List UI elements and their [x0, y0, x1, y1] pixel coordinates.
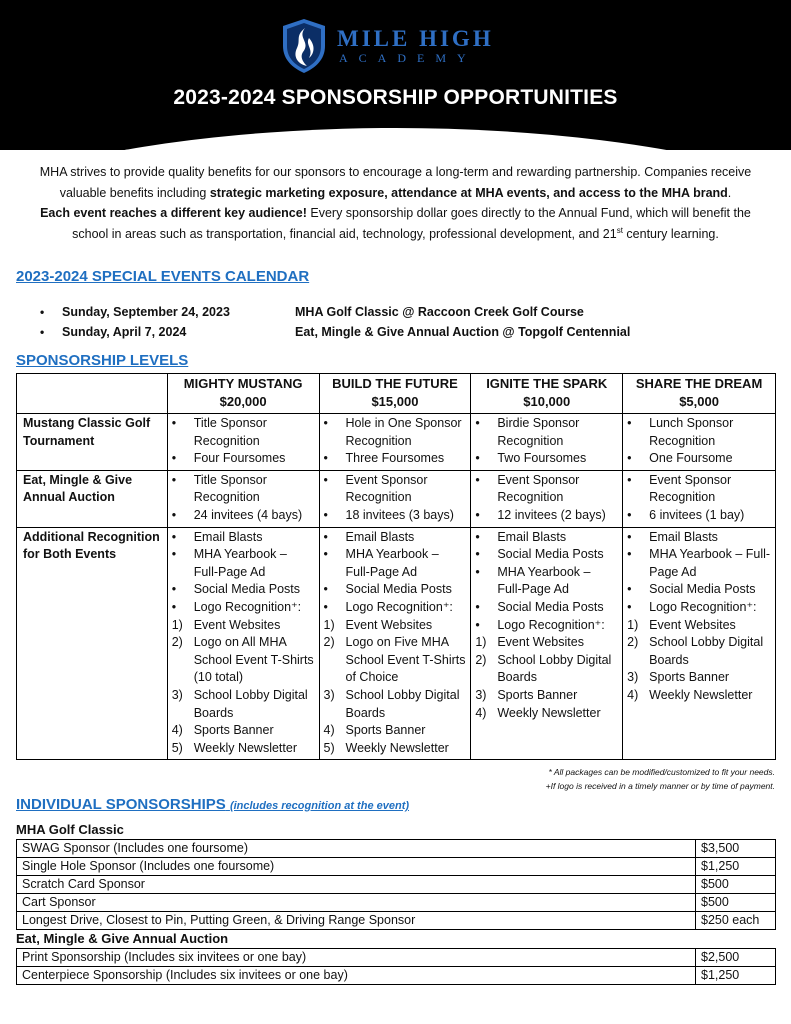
list-item: [324, 450, 467, 468]
sponsorship-price: $2,500: [696, 949, 776, 967]
benefit-cell: [623, 527, 776, 760]
benefit-text: Hole in One Sponsor Recognition: [345, 416, 462, 448]
individual-title: [16, 796, 409, 813]
level-name: SHARE THE DREAM: [635, 376, 763, 391]
benefit-text: School Lobby Digital Boards: [345, 687, 460, 720]
benefit-text: Event Websites: [345, 617, 433, 632]
list-item: [324, 687, 467, 722]
benefit-text: MHA Yearbook – Full-Page Ad: [649, 547, 771, 579]
list-item: [324, 415, 467, 450]
benefit-list: [324, 529, 467, 758]
list-item: [172, 415, 315, 450]
benefit-cell: [167, 527, 319, 760]
school-logo: [281, 18, 494, 74]
bullet-icon: •: [171, 529, 177, 544]
benefit-cell: [471, 414, 623, 471]
bullet-icon: •: [171, 451, 177, 466]
list-number: 3): [475, 687, 487, 702]
bullet-icon: •: [627, 582, 632, 597]
list-number: 1): [323, 617, 335, 632]
intro-sup: st: [616, 225, 623, 235]
event-date: Sunday, September 24, 2023: [62, 305, 230, 319]
benefit-text: Sports Banner: [193, 723, 274, 738]
header-curve: [0, 128, 791, 150]
benefit-text: Event Websites: [649, 617, 736, 632]
table-row: [17, 840, 776, 858]
auction-sponsorship-table: [16, 948, 776, 985]
level-name: MIGHTY MUSTANG: [183, 376, 303, 391]
sponsorship-name: Print Sponsorship (Includes six invitees or one bay): [17, 949, 696, 967]
list-item: [475, 687, 618, 705]
level-price: $15,000: [371, 394, 419, 409]
benefit-text: Logo on Five MHA School Event T-Shirts of Choice: [345, 635, 466, 685]
benefit-text: Logo Recognition⁺:: [193, 599, 302, 614]
benefit-text: Social Media Posts: [497, 599, 604, 614]
row-label: Eat, Mingle & Give Annual Auction: [17, 470, 168, 527]
event-item: [40, 302, 630, 322]
list-item: [475, 450, 618, 468]
sponsorship-name: Scratch Card Sponsor: [17, 876, 696, 894]
list-item: [627, 472, 771, 507]
list-item: [324, 599, 467, 617]
list-number: 1): [475, 635, 487, 650]
list-item: [627, 450, 771, 468]
golf-classic-heading: MHA Golf Classic: [16, 822, 124, 837]
list-item: [324, 617, 467, 635]
intro-paragraph: [26, 162, 765, 244]
bullet-icon: •: [627, 599, 632, 614]
list-item: [172, 546, 315, 581]
bullet-icon: •: [171, 416, 177, 430]
sponsorship-name: SWAG Sponsor (Includes one foursome): [17, 840, 696, 858]
list-item: [475, 705, 618, 723]
benefit-text: Two Foursomes: [497, 451, 587, 466]
benefit-text: Social Media Posts: [193, 582, 301, 597]
list-number: 1): [171, 617, 183, 632]
bullet-icon: •: [475, 472, 480, 487]
benefit-text: Weekly Newsletter: [497, 705, 601, 720]
level-header: [167, 374, 319, 414]
benefit-list: [324, 472, 467, 525]
list-item: [475, 529, 618, 547]
benefit-text: Email Blasts: [497, 529, 567, 544]
bullet-icon: •: [475, 416, 480, 430]
list-number: 2): [323, 635, 335, 650]
benefit-list: [475, 472, 618, 525]
event-name: Eat, Mingle & Give Annual Auction @ Topgolf Centennial: [295, 325, 631, 339]
list-item: [475, 472, 618, 507]
list-item: [324, 740, 467, 758]
table-header-row: [17, 374, 776, 414]
benefit-list: [627, 472, 771, 525]
level-header: [319, 374, 471, 414]
level-price: $10,000: [523, 394, 571, 409]
auction-heading: Eat, Mingle & Give Annual Auction: [16, 931, 229, 946]
table-row: [17, 894, 776, 912]
list-number: 2): [475, 652, 487, 667]
individual-subtitle: (includes recognition at the event): [229, 800, 410, 812]
intro-text-2: Every sponsorship dollar goes directly to the Annual Fund, which will benefit the school in areas such as transportation, financial aid, technology, professional development, and 21: [72, 206, 751, 241]
list-item: [627, 581, 771, 599]
bullet-icon: •: [475, 547, 480, 562]
bullet-icon: •: [323, 529, 328, 544]
benefit-text: School Lobby Digital Boards: [193, 687, 308, 720]
list-item: [324, 507, 467, 525]
bullet-icon: •: [475, 451, 480, 466]
list-item: [324, 529, 467, 547]
bullet-icon: •: [475, 599, 480, 614]
bullet-icon: •: [40, 305, 45, 319]
benefit-text: Email Blasts: [649, 529, 718, 544]
list-item: [172, 687, 315, 722]
benefit-list: [475, 415, 618, 468]
list-item: [172, 450, 315, 468]
bullet-icon: •: [627, 451, 632, 466]
bullet-icon: •: [627, 507, 632, 522]
bullet-icon: •: [323, 472, 328, 487]
benefit-text: Title Sponsor Recognition: [193, 472, 267, 505]
logo-name: MILE HIGH: [337, 26, 494, 51]
list-item: [324, 546, 467, 581]
benefit-list: [172, 472, 315, 525]
event-name: MHA Golf Classic @ Raccoon Creek Golf Course: [295, 305, 584, 319]
table-row: [17, 876, 776, 894]
event-item: [40, 322, 630, 342]
list-item: [627, 507, 771, 525]
table-row: [17, 527, 776, 760]
level-name: IGNITE THE SPARK: [486, 376, 608, 391]
sponsorship-levels-table: [16, 373, 776, 760]
sponsorship-name: Cart Sponsor: [17, 894, 696, 912]
benefit-text: MHA Yearbook – Full-Page Ad: [193, 547, 287, 579]
list-number: 4): [171, 723, 183, 738]
sponsorship-name: Centerpiece Sponsorship (Includes six invitees or one bay): [17, 967, 696, 985]
table-row: [17, 912, 776, 930]
calendar-title: 2023-2024 SPECIAL EVENTS CALENDAR: [16, 268, 310, 285]
benefit-text: Event Websites: [497, 635, 584, 650]
table-row: [17, 470, 776, 527]
level-header: [623, 374, 776, 414]
benefit-list: [324, 415, 467, 468]
benefit-cell: [623, 470, 776, 527]
benefit-text: Logo Recognition⁺:: [345, 599, 453, 614]
bullet-icon: •: [40, 325, 45, 339]
event-date: Sunday, April 7, 2024: [62, 325, 187, 339]
list-number: 2): [171, 635, 183, 650]
list-item: [172, 581, 315, 599]
benefit-text: Four Foursomes: [193, 451, 286, 466]
list-item: [475, 507, 618, 525]
list-number: 5): [323, 740, 335, 755]
benefit-text: Sports Banner: [649, 670, 730, 685]
benefit-text: Logo Recognition⁺:: [497, 617, 605, 632]
bullet-icon: •: [627, 472, 632, 487]
benefit-text: MHA Yearbook – Full-Page Ad: [345, 547, 439, 579]
benefit-text: 12 invitees (2 bays): [497, 507, 606, 522]
benefit-cell: [319, 470, 471, 527]
benefit-text: Social Media Posts: [497, 547, 604, 562]
bullet-icon: •: [627, 529, 632, 544]
intro-bold: strategic marketing exposure, attendance at MHA events, and access to the MHA brand: [209, 185, 728, 200]
row-label: Mustang Classic Golf Tournament: [17, 414, 168, 471]
level-name: BUILD THE FUTURE: [332, 376, 458, 391]
sponsorship-price: $1,250: [696, 858, 776, 876]
benefit-text: 18 invitees (3 bays): [345, 507, 454, 522]
footnote-logo: +If logo is received in a timely manner or by time of payment.: [545, 781, 775, 791]
list-item: [475, 564, 618, 599]
benefit-text: Email Blasts: [345, 529, 415, 544]
events-list: [40, 302, 630, 342]
benefit-text: Social Media Posts: [649, 582, 756, 597]
benefit-text: Sports Banner: [497, 687, 578, 702]
list-item: [475, 617, 618, 635]
list-item: [475, 599, 618, 617]
level-price: $20,000: [219, 394, 267, 409]
list-number: 4): [627, 687, 639, 702]
benefit-text: Birdie Sponsor Recognition: [497, 416, 580, 448]
benefit-text: MHA Yearbook – Full-Page Ad: [497, 564, 591, 597]
bullet-icon: •: [323, 547, 328, 562]
bullet-icon: •: [627, 547, 632, 562]
bullet-icon: •: [323, 599, 328, 614]
table-row: [17, 414, 776, 471]
empty-header-cell: [17, 374, 168, 414]
list-number: 3): [171, 687, 183, 702]
list-number: 3): [627, 670, 639, 685]
benefit-cell: [623, 414, 776, 471]
list-item: [172, 722, 315, 740]
bullet-icon: •: [171, 472, 177, 487]
levels-title: SPONSORSHIP LEVELS: [16, 352, 189, 369]
logo-subname: ACADEMY: [339, 51, 477, 65]
bullet-icon: •: [323, 507, 328, 522]
bullet-icon: •: [171, 599, 177, 614]
benefit-text: Weekly Newsletter: [193, 740, 297, 755]
list-item: [475, 546, 618, 564]
bullet-icon: •: [171, 547, 177, 562]
benefit-text: Sports Banner: [345, 723, 426, 738]
list-number: 4): [323, 723, 335, 738]
bullet-icon: •: [475, 529, 480, 544]
list-item: [627, 634, 771, 669]
benefit-list: [475, 529, 618, 723]
sponsorship-price: $500: [696, 876, 776, 894]
row-label: Additional Recognition for Both Events: [17, 527, 168, 760]
individual-title-text: INDIVIDUAL SPONSORSHIPS: [16, 796, 226, 813]
benefit-text: Three Foursomes: [345, 451, 445, 466]
sponsorship-price: $250 each: [696, 912, 776, 930]
level-header: [471, 374, 623, 414]
list-item: [172, 634, 315, 687]
list-item: [627, 669, 771, 687]
list-item: [627, 415, 771, 450]
list-item: [627, 529, 771, 547]
benefit-text: Logo Recognition⁺:: [649, 599, 757, 614]
bullet-icon: •: [475, 564, 480, 579]
page-title: 2023-2024 SPONSORSHIP OPPORTUNITIES: [173, 86, 618, 109]
list-item: [627, 617, 771, 635]
list-item: [324, 472, 467, 507]
list-item: [627, 599, 771, 617]
benefit-text: Social Media Posts: [345, 582, 452, 597]
list-item: [475, 652, 618, 687]
benefit-text: Logo on All MHA School Event T-Shirts (10 total): [193, 635, 314, 685]
table-row: [17, 967, 776, 985]
bullet-icon: •: [171, 507, 177, 522]
sponsorship-price: $500: [696, 894, 776, 912]
bullet-icon: •: [627, 416, 632, 430]
benefit-cell: [167, 470, 319, 527]
list-item: [172, 617, 315, 635]
bullet-icon: •: [475, 617, 480, 632]
benefit-text: School Lobby Digital Boards: [497, 652, 612, 685]
list-item: [627, 546, 771, 581]
level-price: $5,000: [679, 394, 719, 409]
list-item: [475, 634, 618, 652]
benefit-text: One Foursome: [649, 451, 733, 466]
list-item: [475, 415, 618, 450]
list-number: 4): [475, 705, 487, 720]
footnote-customize: * All packages can be modified/customized to fit your needs.: [548, 767, 775, 777]
benefit-text: School Lobby Digital Boards: [649, 635, 764, 667]
list-item: [324, 634, 467, 687]
benefit-text: Event Sponsor Recognition: [345, 472, 428, 505]
bullet-icon: •: [475, 507, 480, 522]
benefit-cell: [471, 470, 623, 527]
bullet-icon: •: [171, 582, 177, 597]
benefit-text: Weekly Newsletter: [345, 740, 449, 755]
table-row: [17, 949, 776, 967]
bullet-icon: •: [323, 582, 328, 597]
benefit-cell: [319, 414, 471, 471]
sponsorship-name: Single Hole Sponsor (Includes one foursome): [17, 858, 696, 876]
benefit-list: [172, 529, 315, 758]
list-item: [172, 740, 315, 758]
sponsorship-price: $3,500: [696, 840, 776, 858]
golf-sponsorship-table: [16, 839, 776, 930]
benefit-text: 24 invitees (4 bays): [193, 507, 303, 522]
benefit-list: [627, 529, 771, 705]
list-item: [324, 722, 467, 740]
list-item: [627, 687, 771, 705]
intro-text-2-end: century learning.: [622, 226, 719, 241]
benefit-cell: [167, 414, 319, 471]
sponsorship-name: Longest Drive, Closest to Pin, Putting Green, & Driving Range Sponsor: [17, 912, 696, 930]
bullet-icon: •: [323, 416, 328, 430]
benefit-text: Email Blasts: [193, 529, 263, 544]
list-number: 3): [323, 687, 335, 702]
benefit-text: Weekly Newsletter: [649, 687, 753, 702]
benefit-list: [172, 415, 315, 468]
benefit-text: Event Sponsor Recognition: [497, 472, 580, 505]
sponsorship-price: $1,250: [696, 967, 776, 985]
intro-bold-2: Each event reaches a different key audience!: [40, 206, 307, 220]
benefit-cell: [319, 527, 471, 760]
list-item: [172, 472, 315, 507]
intro-text-end: .: [727, 185, 732, 200]
table-row: [17, 858, 776, 876]
benefit-cell: [471, 527, 623, 760]
list-number: 1): [627, 617, 639, 632]
benefit-list: [627, 415, 771, 468]
benefit-text: Title Sponsor Recognition: [193, 416, 267, 448]
benefit-text: Lunch Sponsor Recognition: [649, 416, 734, 448]
benefit-text: 6 invitees (1 bay): [649, 507, 745, 522]
list-item: [172, 529, 315, 547]
list-item: [172, 507, 315, 525]
intro-text: MHA strives to provide quality benefits for our sponsors to encourage a long-term and rewarding partnership. Companies receive valuable benefits including: [39, 165, 752, 200]
list-number: 2): [627, 635, 639, 650]
benefit-text: Event Websites: [193, 617, 281, 632]
list-item: [324, 581, 467, 599]
shield-flame-icon: [281, 18, 327, 74]
header-banner: [0, 0, 791, 150]
list-number: 5): [171, 740, 183, 755]
list-item: [172, 599, 315, 617]
benefit-text: Event Sponsor Recognition: [649, 472, 732, 505]
bullet-icon: •: [323, 451, 328, 466]
